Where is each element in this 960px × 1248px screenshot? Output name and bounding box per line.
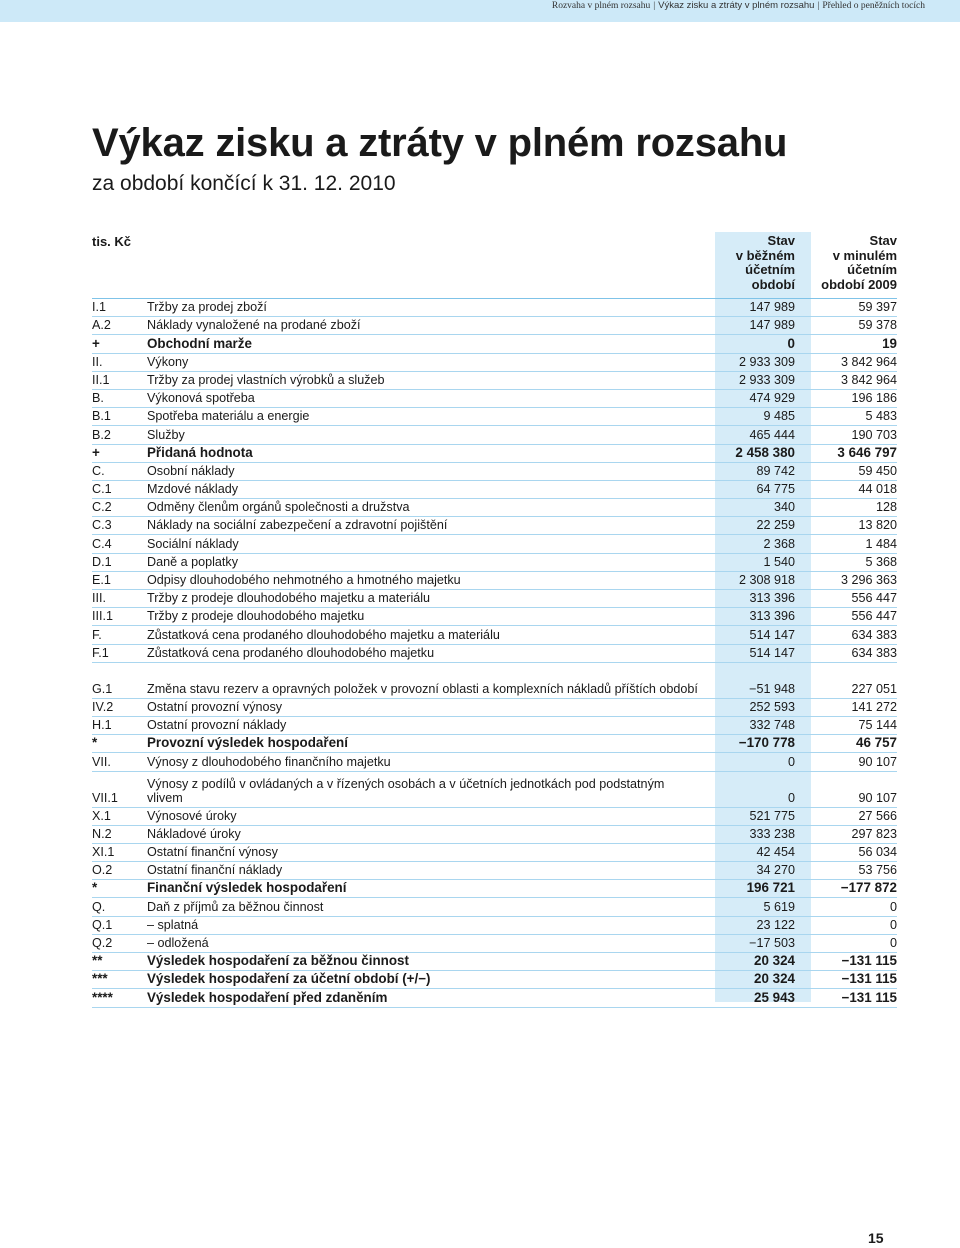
row-code: D.1 <box>92 554 112 569</box>
previous-period-value: 90 107 <box>858 754 897 769</box>
current-period-value: 521 775 <box>749 808 795 823</box>
previous-period-value: 56 034 <box>858 845 897 860</box>
previous-period-value: 141 272 <box>851 699 897 714</box>
row-label: Výnosové úroky <box>147 808 237 823</box>
row-label: Nákladové úroky <box>147 826 241 841</box>
previous-period-value: 3 842 964 <box>840 354 897 369</box>
top-navigation-bar <box>0 0 960 22</box>
previous-period-value: 297 823 <box>851 826 897 841</box>
row-code: III.1 <box>92 609 113 624</box>
table-row <box>92 826 897 844</box>
previous-period-value: 3 646 797 <box>837 444 897 460</box>
breadcrumb-income-statement[interactable]: Výkaz zisku a ztráty v plném rozsahu <box>658 0 815 11</box>
table-row <box>92 645 897 663</box>
current-period-value: 0 <box>787 790 795 805</box>
previous-period-value: 27 566 <box>858 808 897 823</box>
row-label: Přidaná hodnota <box>147 444 253 460</box>
row-code: G.1 <box>92 681 113 696</box>
row-label: Změna stavu rezerv a opravných položek v provozní oblasti a komplexních nákladů příštích období <box>147 681 698 696</box>
row-code: E.1 <box>92 573 111 587</box>
table-row <box>92 917 897 935</box>
row-code: + <box>92 444 100 460</box>
previous-period-value: 556 447 <box>851 591 897 606</box>
table-row <box>92 463 897 481</box>
row-code: XI.1 <box>92 845 115 860</box>
previous-period-value: 190 703 <box>851 427 897 442</box>
current-period-value: −17 503 <box>749 936 795 950</box>
current-period-value: 1 540 <box>763 554 795 569</box>
row-label: Zůstatková cena prodaného dlouhodobého majetku a materiálu <box>147 627 500 642</box>
row-code: IV.2 <box>92 699 114 714</box>
table-row <box>92 372 897 390</box>
table-row <box>92 663 897 699</box>
breadcrumb-separator: | <box>817 1 820 11</box>
current-period-value: 147 989 <box>749 318 795 333</box>
row-label: Provozní výsledek hospodaření <box>147 735 348 751</box>
current-period-value: 147 989 <box>749 300 795 315</box>
previous-period-header: Stav v minulém účetním období 2009 <box>821 233 897 292</box>
row-code: * <box>92 880 98 896</box>
previous-period-value: 227 051 <box>851 681 897 696</box>
table-row <box>92 390 897 408</box>
unit-label: tis. Kč <box>92 234 132 249</box>
table-row <box>92 898 897 916</box>
row-code: C.2 <box>92 500 112 515</box>
table-row <box>92 735 897 753</box>
row-label: Výsledek hospodaření před zdaněním <box>147 989 388 1005</box>
row-code: B.2 <box>92 427 111 442</box>
current-period-value: 9 485 <box>763 409 795 424</box>
row-code: + <box>92 335 100 351</box>
row-label: Ostatní finanční náklady <box>147 863 283 878</box>
row-label: Náklady vynaložené na prodané zboží <box>147 318 361 333</box>
table-row <box>92 953 897 971</box>
row-code: II. <box>92 354 103 369</box>
table-header <box>92 232 897 298</box>
current-period-value: 465 444 <box>749 427 795 442</box>
row-label: Spotřeba materiálu a energie <box>147 409 310 424</box>
row-label: Výsledek hospodaření za účetní období (+/−) <box>147 971 431 987</box>
row-label: Výnosy z dlouhodobého finančního majetku <box>147 754 391 769</box>
previous-period-value: 59 397 <box>858 300 897 315</box>
row-code: Q.2 <box>92 936 113 950</box>
current-period-value: 333 238 <box>749 826 795 841</box>
row-code: F. <box>92 627 102 642</box>
table-row <box>92 408 897 426</box>
table-row <box>92 626 897 644</box>
breadcrumb-separator: | <box>653 1 656 11</box>
previous-period-value: −131 115 <box>841 971 897 987</box>
table-row <box>92 989 897 1007</box>
previous-period-value: 0 <box>889 899 897 914</box>
previous-period-value: 634 383 <box>851 645 897 660</box>
table-row <box>92 445 897 463</box>
row-code: C.4 <box>92 536 112 551</box>
current-period-value: 474 929 <box>749 391 795 406</box>
table-row <box>92 554 897 572</box>
previous-period-value: 196 186 <box>851 391 897 406</box>
current-period-value: 34 270 <box>756 863 795 878</box>
previous-period-value: 0 <box>889 917 897 932</box>
table-row <box>92 426 897 444</box>
previous-period-value: −131 115 <box>841 953 897 969</box>
current-period-value: 252 593 <box>749 699 795 714</box>
row-code: III. <box>92 591 106 606</box>
table-row <box>92 590 897 608</box>
page-subtitle: za období končící k 31. 12. 2010 <box>92 172 396 195</box>
page-number: 15 <box>868 1230 884 1246</box>
previous-period-value: 5 483 <box>865 409 897 424</box>
table-row <box>92 335 897 353</box>
row-label: Sociální náklady <box>147 536 239 551</box>
row-label: Osobní náklady <box>147 463 235 478</box>
row-label: Tržby za prodej vlastních výrobků a služeb <box>147 372 385 387</box>
row-code: Q.1 <box>92 917 113 932</box>
row-label: Zůstatková cena prodaného dlouhodobého majetku <box>147 645 435 660</box>
row-code: X.1 <box>92 808 111 823</box>
previous-period-value: 44 018 <box>858 482 897 497</box>
row-label: Ostatní finanční výnosy <box>147 845 278 860</box>
current-period-value: 0 <box>787 754 795 769</box>
previous-period-value: 59 378 <box>858 318 897 333</box>
row-code: **** <box>92 989 113 1005</box>
row-label: Výnosy z podílů v ovládaných a v řízených osobách a v účetních jednotkách pod podstatným vlivem <box>147 776 665 805</box>
table-row <box>92 499 897 517</box>
row-label: Tržby za prodej zboží <box>147 300 267 315</box>
previous-period-value: −131 115 <box>841 989 897 1005</box>
row-code: C. <box>92 463 105 478</box>
row-code: B.1 <box>92 409 111 424</box>
current-period-value: 25 943 <box>754 989 795 1005</box>
table-row <box>92 717 897 735</box>
row-code: C.3 <box>92 518 112 533</box>
current-period-value: 514 147 <box>749 645 795 660</box>
table-row <box>92 299 897 317</box>
current-period-value: 22 259 <box>756 518 795 533</box>
previous-period-value: 634 383 <box>851 627 897 642</box>
row-label: Obchodní marže <box>147 335 252 351</box>
current-period-value: 2 933 309 <box>738 372 795 387</box>
current-period-header: Stav v běžném účetním období <box>735 233 795 292</box>
row-code: ** <box>92 953 103 969</box>
current-period-value: 313 396 <box>749 591 795 606</box>
table-row <box>92 535 897 553</box>
previous-period-value: 3 842 964 <box>840 372 897 387</box>
row-label: Tržby z prodeje dlouhodobého majetku <box>147 609 365 624</box>
row-label: – splatná <box>147 917 199 932</box>
table-row <box>92 517 897 535</box>
current-period-value: 0 <box>787 335 795 351</box>
row-code: *** <box>92 971 108 987</box>
table-row <box>92 935 897 953</box>
current-period-value: 5 619 <box>763 899 795 914</box>
previous-period-value: 59 450 <box>858 463 897 478</box>
previous-period-value: 46 757 <box>856 735 897 751</box>
page-title: Výkaz zisku a ztráty v plném rozsahu <box>92 121 788 165</box>
current-period-value: 2 368 <box>763 536 795 551</box>
row-code: A.2 <box>92 318 111 333</box>
row-label: Ostatní provozní náklady <box>147 718 287 733</box>
table-row <box>92 844 897 862</box>
table-row <box>92 808 897 826</box>
row-label: – odložená <box>147 936 209 950</box>
row-label: Odměny členům orgánů společnosti a družstva <box>147 500 410 515</box>
current-period-value: 64 775 <box>756 482 795 497</box>
table-body <box>92 299 897 1008</box>
row-code: VII. <box>92 754 111 769</box>
row-label: Odpisy dlouhodobého nehmotného a hmotného majetku <box>147 573 461 587</box>
previous-period-value: 1 484 <box>865 536 897 551</box>
row-label: Daně a poplatky <box>147 554 239 569</box>
table-row <box>92 699 897 717</box>
table-row <box>92 880 897 898</box>
income-statement-table <box>92 232 897 1008</box>
previous-period-value: 90 107 <box>858 790 897 805</box>
row-code: Q. <box>92 899 106 914</box>
current-period-value: 89 742 <box>756 463 795 478</box>
previous-period-value: 13 820 <box>858 518 897 533</box>
row-label: Ostatní provozní výnosy <box>147 699 283 714</box>
table-row <box>92 772 897 808</box>
table-row <box>92 971 897 989</box>
table-row <box>92 572 897 590</box>
row-code: II.1 <box>92 372 110 387</box>
row-label: Výkony <box>147 354 189 369</box>
current-period-value: 20 324 <box>754 953 795 969</box>
row-code: N.2 <box>92 826 112 841</box>
row-code: C.1 <box>92 482 112 497</box>
row-code: O.2 <box>92 863 113 878</box>
current-period-value: 196 721 <box>746 880 795 896</box>
row-code: * <box>92 735 98 751</box>
table-row <box>92 317 897 335</box>
row-label: Výkonová spotřeba <box>147 391 255 406</box>
table-row <box>92 753 897 771</box>
current-period-value: 2 458 380 <box>735 444 795 460</box>
current-period-value: 340 <box>773 500 795 515</box>
previous-period-value: 3 296 363 <box>840 573 897 587</box>
current-period-value: −170 778 <box>738 735 795 751</box>
row-code: B. <box>92 391 104 406</box>
previous-period-value: 19 <box>882 335 897 351</box>
previous-period-value: 128 <box>875 500 897 515</box>
row-label: Mzdové náklady <box>147 482 239 497</box>
table-row <box>92 481 897 499</box>
row-label: Finanční výsledek hospodaření <box>147 880 347 896</box>
current-period-value: 514 147 <box>749 627 795 642</box>
table-row <box>92 354 897 372</box>
table-row <box>92 608 897 626</box>
current-period-value: 332 748 <box>749 718 795 733</box>
current-period-value: −51 948 <box>749 681 795 696</box>
previous-period-value: −177 872 <box>840 880 897 896</box>
row-label: Náklady na sociální zabezpečení a zdravotní pojištění <box>147 518 448 533</box>
previous-period-value: 0 <box>889 936 897 950</box>
row-code: I.1 <box>92 300 107 315</box>
current-period-value: 42 454 <box>756 845 795 860</box>
row-label: Služby <box>147 427 185 442</box>
row-label: Tržby z prodeje dlouhodobého majetku a materiálu <box>147 591 431 606</box>
current-period-value: 2 933 309 <box>738 354 795 369</box>
current-period-value: 20 324 <box>754 971 795 987</box>
previous-period-value: 53 756 <box>858 863 897 878</box>
current-period-value: 23 122 <box>756 917 795 932</box>
row-code: VII.1 <box>92 790 118 805</box>
row-label: Daň z příjmů za běžnou činnost <box>147 899 324 914</box>
previous-period-value: 5 368 <box>865 554 897 569</box>
breadcrumb-cash-flow[interactable]: Přehled o peněžních tocích <box>822 1 925 11</box>
previous-period-value: 75 144 <box>858 718 897 733</box>
row-code: H.1 <box>92 718 112 733</box>
row-label: Výsledek hospodaření za běžnou činnost <box>147 953 409 969</box>
previous-period-value: 556 447 <box>851 609 897 624</box>
current-period-value: 2 308 918 <box>738 573 795 587</box>
row-code: F.1 <box>92 645 109 660</box>
table-row <box>92 862 897 880</box>
breadcrumb-balance-sheet[interactable]: Rozvaha v plném rozsahu <box>551 1 651 11</box>
current-period-value: 313 396 <box>749 609 795 624</box>
